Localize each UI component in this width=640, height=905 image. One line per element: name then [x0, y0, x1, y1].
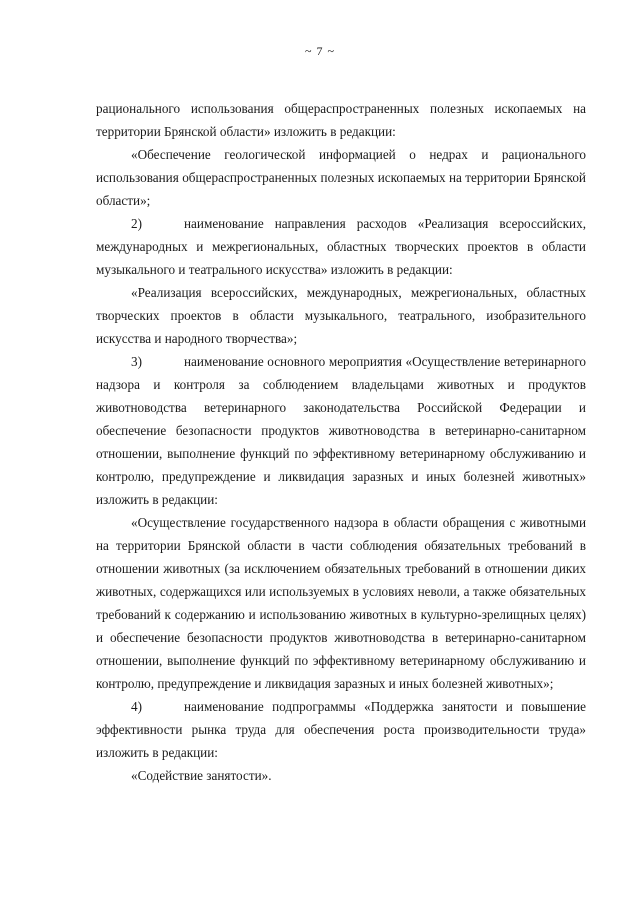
document-body — [96, 97, 586, 787]
paragraph-8 — [96, 764, 586, 787]
paragraph-text: наименование подпрограммы «Поддержка занятости и повышение эффективности рынка труда для обеспечения роста производительности труда» изложить в редакции: — [96, 699, 586, 760]
item-number: 3) — [131, 354, 142, 369]
paragraph-1 — [96, 97, 586, 143]
paragraph-text: «Реализация всероссийских, международных, межрегиональных, областных творческих проектов в области музыкального, театрального, изобразительного искусства и народного творчества»; — [96, 285, 586, 346]
paragraph-text: «Обеспечение геологической информацией о недрах и рационального использования общераспространенных полезных ископаемых на территории Брянской области»; — [96, 147, 586, 208]
paragraph-7 — [96, 695, 586, 764]
paragraph-3 — [96, 212, 586, 281]
paragraph-5 — [96, 350, 586, 511]
item-number: 4) — [131, 699, 142, 714]
paragraph-2 — [96, 143, 586, 212]
paragraph-text: наименование основного мероприятия «Осуществление ветеринарного надзора и контроля за соблюдением владельцами животных и продуктов животноводства ветеринарного законодательства Российской Федерации и обеспечение безопасности продуктов животноводства в ветеринарно-санитарном отношении, выполнение функций по эффективному ветеринарному обслуживанию и контролю, предупреждение и ликвидация заразных и иных болезней животных» изложить в редакции: — [96, 354, 586, 507]
paragraph-text: наименование направления расходов «Реализация всероссийских, международных и межрегиональных, областных творческих проектов в области музыкального и театрального искусства» изложить в редакции: — [96, 216, 586, 277]
paragraph-text: «Осуществление государственного надзора в области обращения с животными на территории Брянской области в части соблюдения обязательных требований в отношении животных (за исключением обязательных требований в отношении диких животных, содержащихся или используемых в условиях неволи, а также обязательных требований к содержанию и использованию животных в культурно-зрелищных целях) и обеспечение безопасности продуктов животноводства в ветеринарно-санитарном отношении, выполнение функций по эффективному ветеринарному обслуживанию и контролю, предупреждение и ликвидация заразных и иных болезней животных»; — [96, 515, 586, 691]
paragraph-6 — [96, 511, 586, 695]
paragraph-text: рационального использования общераспространенных полезных ископаемых на территории Брянской области» изложить в редакции: — [96, 101, 586, 139]
page-number: ~ 7 ~ — [305, 44, 335, 58]
paragraph-text: «Содействие занятости». — [131, 768, 272, 783]
paragraph-4 — [96, 281, 586, 350]
item-number: 2) — [131, 216, 142, 231]
